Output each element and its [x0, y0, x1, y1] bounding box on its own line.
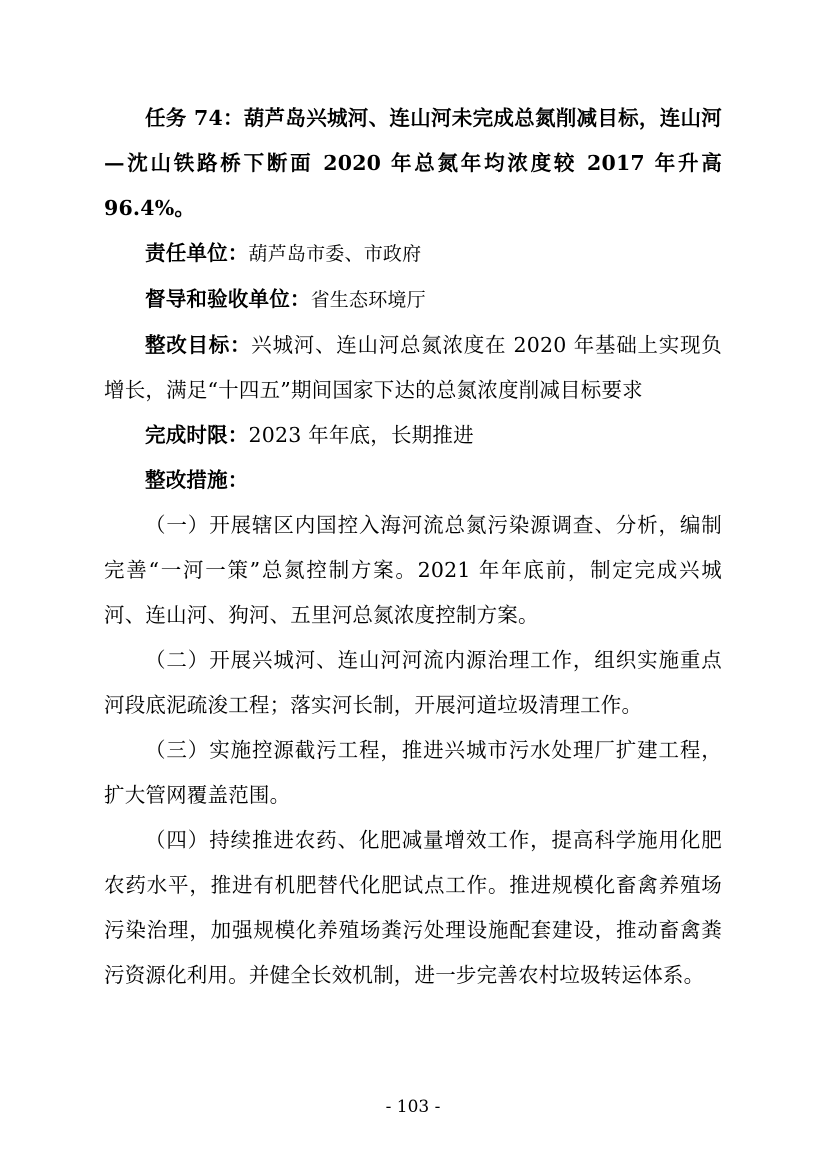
deadline-line [104, 413, 722, 458]
document-body [104, 96, 722, 998]
task-heading [104, 96, 722, 231]
measure-item: （四）持续推进农药、化肥减量增效工作，提高科学施用化肥农药水平，推进有机肥替代化肥试点工作。推进规模化畜禽养殖场污染治理，加强规模化养殖场粪污处理设施配套建设，推动畜禽粪污资源化利用。并健全长效机制，进一步完善农村垃圾转运体系。 [104, 828, 722, 987]
measure-item: （二）开展兴城河、连山河河流内源治理工作，组织实施重点河段底泥疏浚工程；落实河长制，开展河道垃圾清理工作。 [104, 648, 722, 717]
supervision-unit-label: 督导和验收单位： [145, 287, 311, 311]
responsible-unit-value: 葫芦岛市委、市政府 [248, 243, 422, 265]
rectification-goal-label: 整改目标： [145, 333, 252, 357]
task-heading-text: 葫芦岛兴城河、连山河未完成总氮削减目标，连山河—沈山铁路桥下断面 2020 年总氮年均浓度较 2017 年升高 96.4%。 [104, 106, 722, 220]
measures-heading [104, 458, 722, 503]
measure-item: （三）实施控源截污工程，推进兴城市污水处理厂扩建工程，扩大管网覆盖范围。 [104, 738, 722, 807]
deadline-label: 完成时限： [145, 423, 249, 447]
page-number: - 103 - [385, 1097, 441, 1117]
supervision-unit-value: 省生态环境厅 [310, 289, 426, 311]
responsible-unit-line [104, 231, 722, 277]
measure-item: （一）开展辖区内国控入海河流总氮污染源调查、分析，编制完善“一河一策”总氮控制方案。2021 年年底前，制定完成兴城河、连山河、狗河、五里河总氮浓度控制方案。 [104, 513, 722, 627]
task-heading-label: 任务 74： [145, 106, 244, 130]
rectification-goal-line [104, 323, 722, 413]
measures-heading-label: 整改措施： [145, 468, 249, 492]
responsible-unit-label: 责任单位： [145, 241, 249, 265]
rectification-goal-value: 兴城河、连山河总氮浓度在 2020 年基础上实现负增长，满足“十四五”期间国家下达的总氮浓度削减目标要求 [104, 333, 723, 402]
supervision-unit-line [104, 277, 722, 323]
deadline-value: 2023 年年底，长期推进 [248, 423, 474, 447]
